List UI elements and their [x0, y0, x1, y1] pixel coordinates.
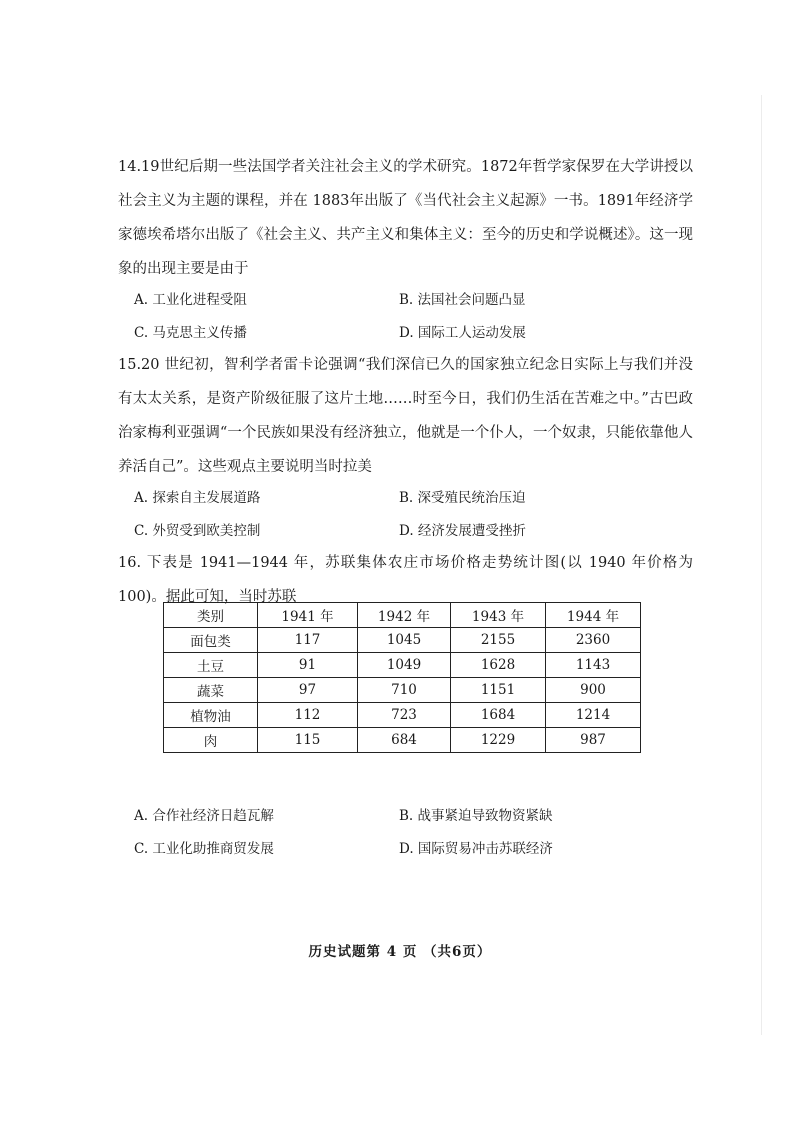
- table-cell: 1045: [358, 628, 451, 653]
- table-cell: 710: [358, 678, 451, 703]
- q15-option-c[interactable]: C. 外贸受到欧美控制: [134, 523, 261, 539]
- question-15-text: 15.20 世纪初，智利学者雷卡论强调“我们深信已久的国家独立纪念日实际上与我们并没有太太关系，是资产阶级征服了这片土地……时至今日，我们仍生活在苦难之中。”古巴政治家梅利亚强调“一个民族如果没有经济独立，他就是一个仆人，一个奴隶，只能依靠他人养活自己”。这些观点主要说明当时拉美: [118, 357, 693, 475]
- table-cell: 1214: [546, 703, 641, 728]
- q14-option-a[interactable]: A. 工业化进程受阻: [134, 292, 247, 308]
- table-row: [164, 653, 641, 678]
- table-cell: 1229: [451, 728, 546, 753]
- table-cell: 97: [258, 678, 358, 703]
- table-cell: 900: [546, 678, 641, 703]
- price-table: [163, 602, 641, 753]
- q16-option-a[interactable]: A. 合作社经济日趋瓦解: [134, 808, 274, 824]
- table-cell: 1151: [451, 678, 546, 703]
- table-cell: 面包类: [164, 628, 258, 653]
- table-cell: 117: [258, 628, 358, 653]
- question-16-text: 16. 下表是 1941—1944 年，苏联集体农庄市场价格走势统计图(以 1940 年价格为 100)。据此可知，当时苏联: [118, 555, 693, 605]
- table-cell: 1143: [546, 653, 641, 678]
- table-cell: 2360: [546, 628, 641, 653]
- table-cell: 土豆: [164, 653, 258, 678]
- table-header-cell: 1944 年: [546, 603, 641, 628]
- table-cell: 723: [358, 703, 451, 728]
- table-cell: 684: [358, 728, 451, 753]
- table-cell: 1628: [451, 653, 546, 678]
- table-cell: 肉: [164, 728, 258, 753]
- table-header-row: [164, 603, 641, 628]
- table-cell: 蔬菜: [164, 678, 258, 703]
- table-header-cell: 1942 年: [358, 603, 451, 628]
- table-cell: 987: [546, 728, 641, 753]
- table-row: [164, 628, 641, 653]
- table-cell: 115: [258, 728, 358, 753]
- q14-option-d[interactable]: D. 国际工人运动发展: [399, 325, 526, 341]
- question-14-text: 14.19世纪后期一些法国学者关注社会主义的学术研究。1872年哲学家保罗在大学讲授以社会主义为主题的课程，并在 1883年出版了《当代社会主义起源》一书。1891年经济学家德埃希塔尔出版了《社会主义、共产主义和集体主义：至今的历史和学说概述》。这一现象的出现主要是由于: [118, 159, 693, 277]
- table-cell: 91: [258, 653, 358, 678]
- q15-option-d[interactable]: D. 经济发展遭受挫折: [399, 523, 526, 539]
- table-header-cell: 类别: [164, 603, 258, 628]
- table-row: [164, 728, 641, 753]
- table-cell: 2155: [451, 628, 546, 653]
- table-row: [164, 703, 641, 728]
- table-cell: 1049: [358, 653, 451, 678]
- q14-option-b[interactable]: B. 法国社会问题凸显: [399, 292, 526, 308]
- q16-option-c[interactable]: C. 工业化助推商贸发展: [134, 841, 274, 857]
- page-footer: 历史试题第 4 页 （共6页）: [308, 944, 492, 960]
- table-header-cell: 1941 年: [258, 603, 358, 628]
- q16-option-d[interactable]: D. 国际贸易冲击苏联经济: [399, 841, 553, 857]
- q16-option-b[interactable]: B. 战事紧迫导致物资紧缺: [399, 808, 553, 824]
- table-cell: 1684: [451, 703, 546, 728]
- scan-edge-line: [761, 95, 762, 1035]
- table-header-cell: 1943 年: [451, 603, 546, 628]
- table-cell: 112: [258, 703, 358, 728]
- q14-option-c[interactable]: C. 马克思主义传播: [134, 325, 247, 341]
- table-row: [164, 678, 641, 703]
- table-cell: 植物油: [164, 703, 258, 728]
- q15-option-b[interactable]: B. 深受殖民统治压迫: [399, 490, 526, 506]
- q15-option-a[interactable]: A. 探索自主发展道路: [134, 490, 261, 506]
